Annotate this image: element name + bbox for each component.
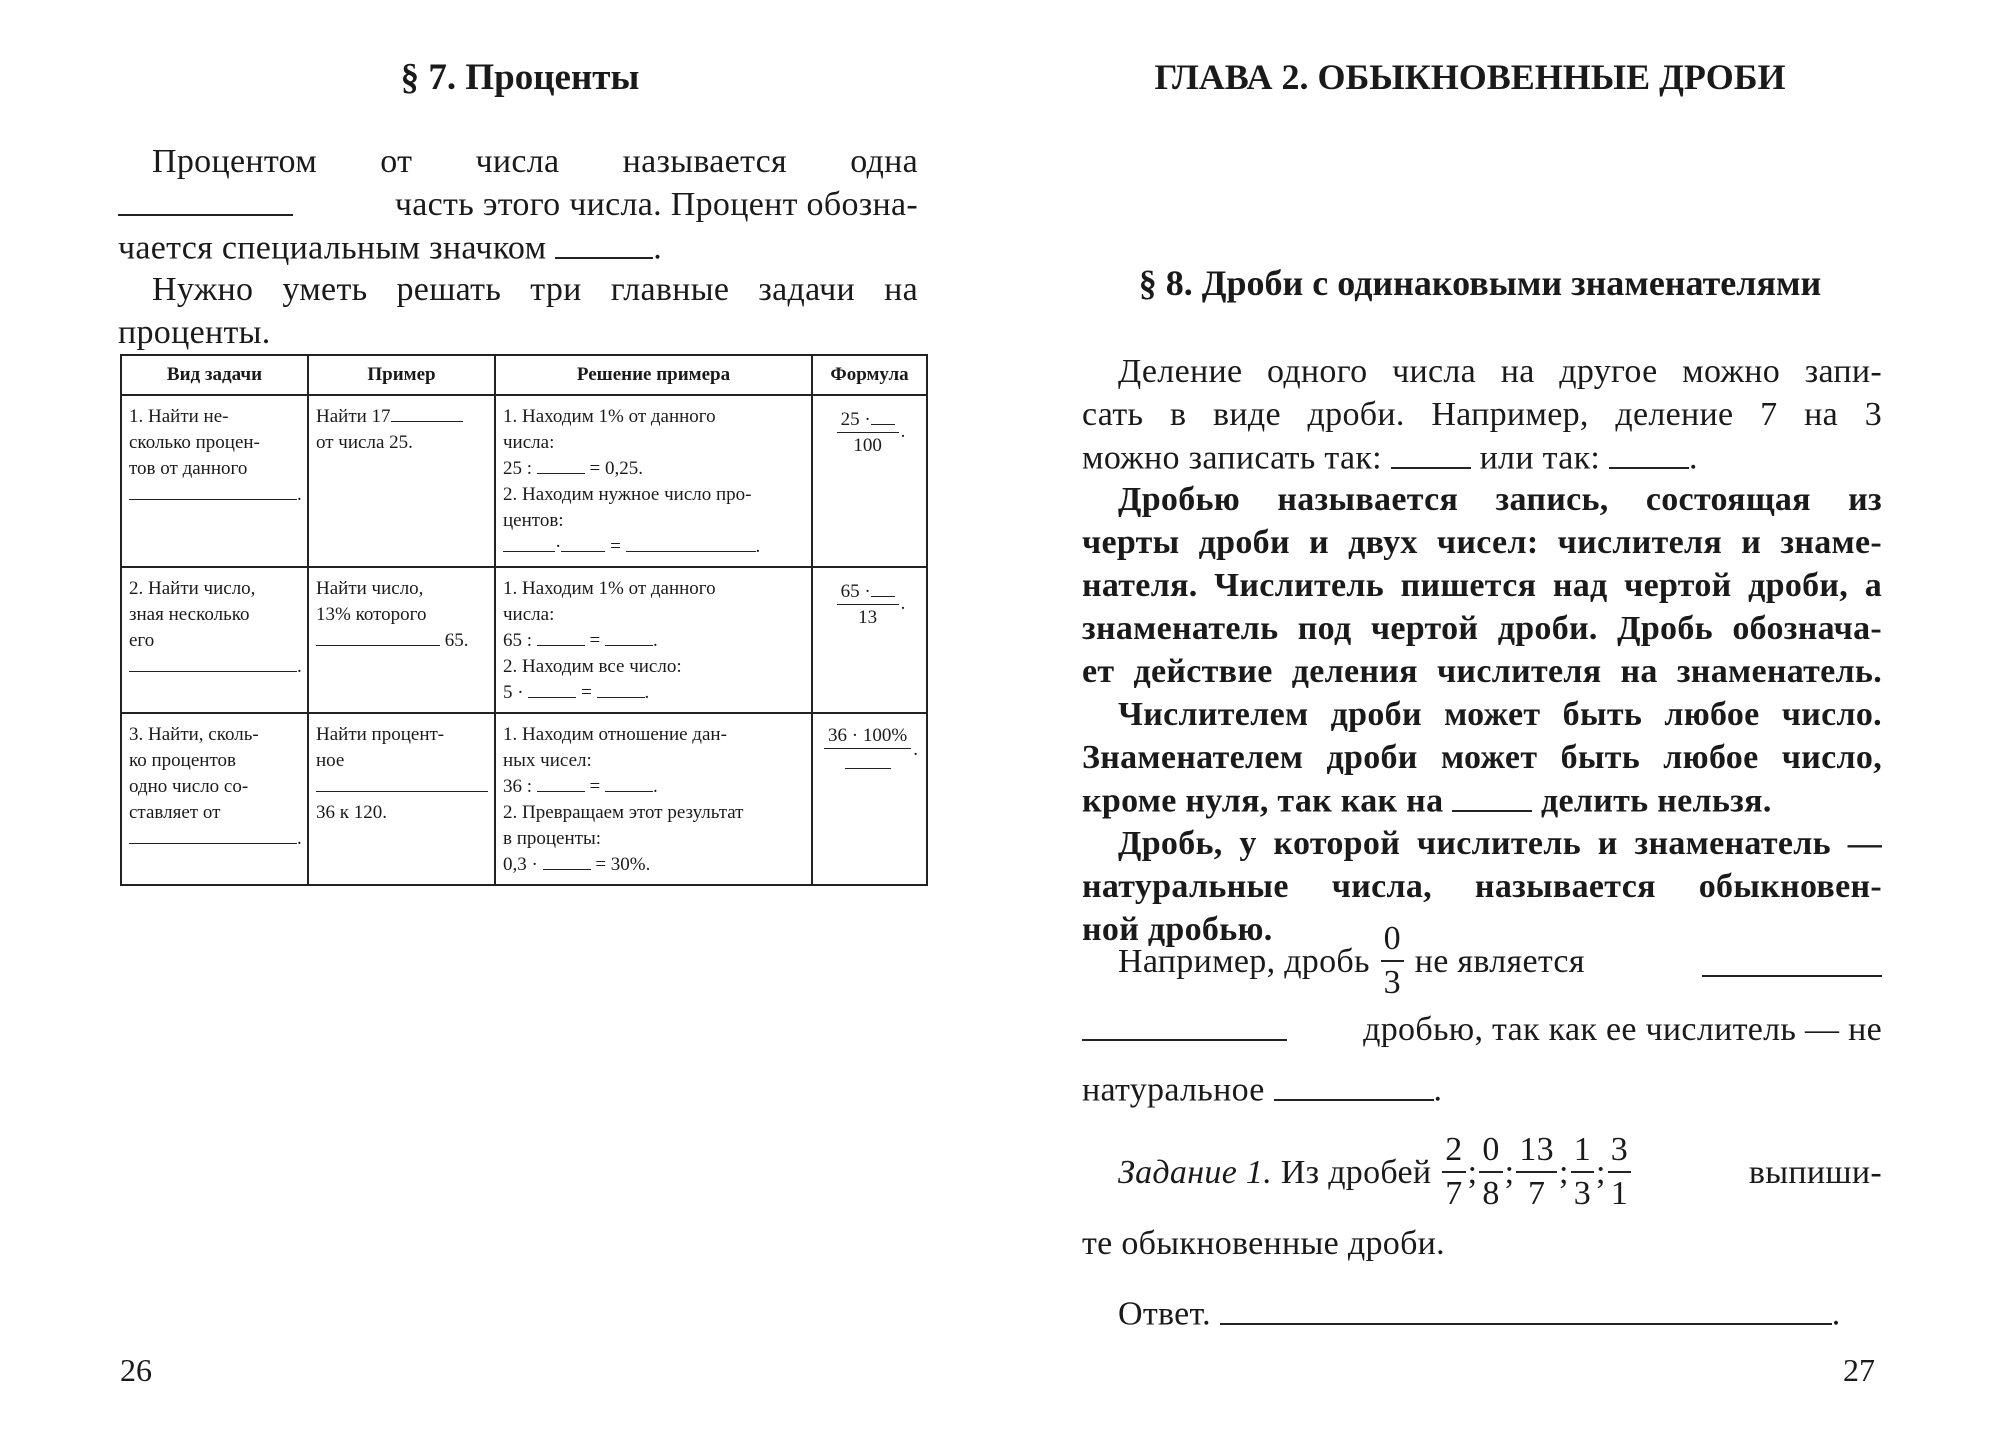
- right-paragraph-3: Числителем дроби может быть любое число. Знаменателем дроби может быть любое число, кроме нуля, так как на делить нельзя.: [1082, 696, 1882, 820]
- task-fraction: $\frac{0}{8}$: [1479, 1133, 1502, 1211]
- left-paragraph-2: Нужно уметь решать три главные задачи на проценты.: [118, 271, 918, 351]
- blank-line: [555, 226, 653, 259]
- blank-line: [1274, 1068, 1434, 1101]
- task-fraction: $\frac{13}{7}$: [1516, 1133, 1557, 1211]
- column-header: Формула: [812, 355, 927, 395]
- right-paragraph-5: Например, дробь $\frac{0}{3}$ не является дробью, так как ее числитель — не натуральное .: [1082, 920, 1882, 1109]
- right-heading: § 8. Дроби с одинаковыми знаменателями: [1138, 263, 1822, 303]
- formula-fraction: 36 · 100%: [824, 726, 911, 773]
- task-fraction: $\frac{3}{1}$: [1608, 1133, 1631, 1211]
- blank-line: [1082, 1008, 1287, 1041]
- solution-cell: 1. Находим 1% от данного числа: 25 : = 0,25. 2. Находим нужное число про- центов: · = .: [495, 395, 812, 567]
- example-cell: Найти число, 13% которого 65.: [308, 567, 495, 713]
- table-row: [121, 395, 927, 567]
- blank-line: [503, 535, 555, 552]
- blank-line: [537, 457, 585, 474]
- example-cell: Найти 17 от числа 25.: [308, 395, 495, 567]
- left-p1-line-3: чается специальным значком .: [118, 226, 918, 270]
- blank-line: [118, 183, 293, 216]
- blank-line: [1609, 436, 1689, 469]
- blank-line: [391, 405, 463, 422]
- formula-fraction: $\frac{65 \cdot}{13}$: [837, 580, 899, 627]
- task-label: Задание 1.: [1118, 1153, 1272, 1191]
- blank-line: [605, 629, 653, 646]
- right-page-number: 27: [1843, 1352, 1875, 1388]
- blank-line: [316, 775, 488, 792]
- percent-tasks-table: [120, 354, 928, 886]
- blank-line: [543, 853, 591, 870]
- task-fraction: $\frac{2}{7}$: [1442, 1133, 1465, 1211]
- blank-line: [605, 775, 653, 792]
- left-p1-line-1: Процентом от числа называется одна: [152, 143, 918, 180]
- column-header: Пример: [308, 355, 495, 395]
- solution-cell: 1. Находим отношение дан- ных чисел: 36 : = . 2. Превращаем этот результат в проценты: 0,3 · = 30%.: [495, 713, 812, 885]
- column-header: Решение примера: [495, 355, 812, 395]
- solution-cell: 1. Находим 1% от данного числа: 65 : = . 2. Находим все число: 5 · = .: [495, 567, 812, 713]
- formula-cell: $\frac{65 \cdot}{13}$ .: [812, 567, 927, 713]
- example-cell: Найти процент- ное 36 к 120.: [308, 713, 495, 885]
- blank-line: [528, 681, 576, 698]
- left-p1-line-2: часть этого числа. Процент обозна-: [118, 183, 918, 226]
- left-heading: § 7. Проценты: [400, 57, 640, 98]
- left-paragraph-1: [118, 140, 918, 270]
- formula-cell: $\frac{25 \cdot}{100}$ .: [812, 395, 927, 567]
- answer-line: Ответ. .: [1118, 1292, 1878, 1336]
- task-type-cell: 3. Найти, сколь- ко процентов одно число со- ставляет от .: [121, 713, 308, 885]
- answer-blank[interactable]: [1220, 1292, 1832, 1325]
- right-paragraph-2: Дробью называется запись, состоящая из черты дроби и двух чисел: числителя и знаме- нателя. Числитель пишется над чертой дроби, а знаменатель под чертой дроби. Дробь обознача- ет действие деления числителя на знаменатель.: [1082, 481, 1882, 690]
- task-1: Задание 1. Из дробей $\frac{2}{7}$ ; $\frac{0}{8}$ ; $\frac{13}{7}$ ; $\frac{1}{3}$ ; $\frac{3}{1}$ выпиши- те обыкновенные дроби.: [1082, 1131, 1882, 1262]
- blank-line: [626, 535, 756, 552]
- chapter-title: ГЛАВА 2. ОБЫКНОВЕННЫЕ ДРОБИ: [1154, 57, 1786, 97]
- blank-line: [871, 580, 895, 597]
- blank-line: [561, 535, 605, 552]
- table-row: [121, 713, 927, 885]
- formula-cell: 36 · 100% .: [812, 713, 927, 885]
- blank-line: [537, 629, 585, 646]
- blank-line: [129, 483, 297, 500]
- left-page-number: 26: [120, 1352, 152, 1388]
- blank-line: [1702, 945, 1882, 978]
- blank-line: [129, 827, 297, 844]
- blank-line: [129, 655, 297, 672]
- example-fraction: $\frac{0}{3}$: [1381, 922, 1404, 1000]
- table-header-row: [121, 355, 927, 395]
- blank-line: [1391, 436, 1471, 469]
- blank-line: [845, 752, 891, 769]
- task-type-cell: 1. Найти не- сколько процен- тов от данного .: [121, 395, 308, 567]
- task-fraction: $\frac{1}{3}$: [1571, 1133, 1594, 1211]
- right-paragraph-1: Деление одного числа на другое можно запи- сать в виде дроби. Например, деление 7 на 3 можно записать так: или так: .: [1082, 353, 1882, 477]
- blank-line: [871, 408, 895, 425]
- right-paragraph-4: Дробь, у которой числитель и знаменатель — натуральные числа, называется обыкновен- ной дробью.: [1082, 825, 1882, 948]
- column-header: Вид задачи: [121, 355, 308, 395]
- table-row: [121, 567, 927, 713]
- blank-line: [537, 775, 585, 792]
- blank-line: [316, 629, 440, 646]
- blank-line: [597, 681, 645, 698]
- blank-line: [1452, 779, 1532, 812]
- formula-fraction: $\frac{25 \cdot}{100}$: [837, 408, 899, 455]
- task-type-cell: 2. Найти число, зная несколько его .: [121, 567, 308, 713]
